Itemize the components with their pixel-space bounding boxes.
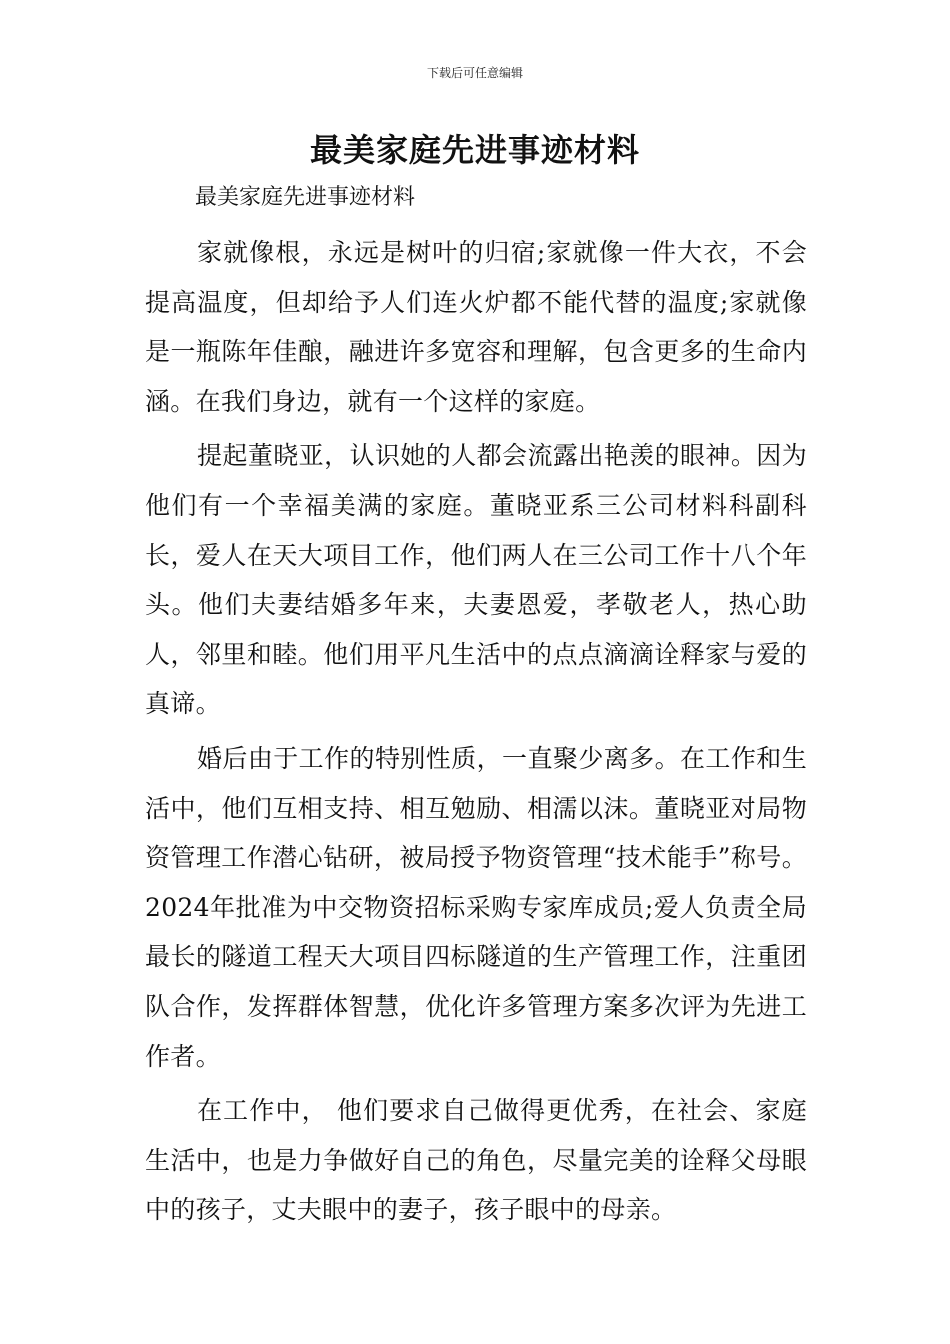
paragraph: 婚后由于工作的特别性质，一直聚少离多。在工作和生活中，他们互相支持、相互勉励、相濡以沫。董晓亚对局物资管理工作潜心钻研，被局授予物资管理“技术能手”称号。2024年批准为中交物资招标采购专家库成员;爱人负责全局最长的隧道工程天大项目四标隧道的生产管理工作，注重团队合作，发挥群体智慧，优化许多管理方案多次评为先进工作者。	[145, 743, 807, 1071]
paragraph: 提起董晓亚，认识她的人都会流露出艳羡的眼神。因为他们有一个幸福美满的家庭。董晓亚系三公司材料科副科长，爱人在天大项目工作，他们两人在三公司工作十八个年头。他们夫妻结婚多年来，夫妻恩爱，孝敬老人，热心助人，邻里和睦。他们用平凡生活中的点点滴滴诠释家与爱的真谛。	[145, 441, 807, 719]
document-title: 最美家庭先进事迹材料	[309, 131, 640, 169]
paragraph: 在工作中， 他们要求自己做得更优秀，在社会、家庭生活中，也是力争做好自己的角色，尽量完美的诠释父母眼中的孩子，丈夫眼中的妻子，孩子眼中的母亲。	[145, 1096, 807, 1225]
document-body	[145, 228, 807, 1240]
paragraph: 家就像根，永远是树叶的归宿;家就像一件大衣，不会提高温度，但却给予人们连火炉都不能代替的温度;家就像是一瓶陈年佳酿，融进许多宽容和理解，包含更多的生命内涵。在我们身边，就有一个这样的家庭。	[145, 238, 807, 416]
header-note: 下载后可任意编辑	[426, 66, 523, 80]
document-subtitle: 最美家庭先进事迹材料	[195, 185, 416, 210]
